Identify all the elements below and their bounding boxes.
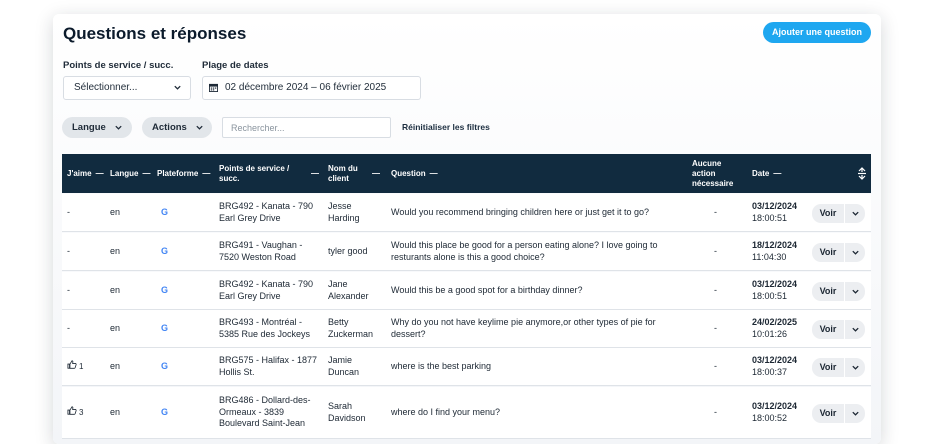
col-question-sort: —: [429, 168, 438, 178]
col-plateforme-label: Plateforme: [157, 168, 199, 178]
time-value: 10:01:26: [752, 328, 788, 339]
likes-count: 3: [79, 407, 84, 417]
date-value: 03/12/2024: [752, 401, 798, 411]
action-cell: -: [714, 206, 717, 217]
langue-cell: en: [110, 322, 121, 333]
chevron-down-icon: [114, 122, 123, 133]
row-menu-button[interactable]: [845, 404, 865, 423]
langue-cell: en: [110, 406, 121, 417]
likes-cell: [67, 387, 83, 438]
likes-cell: [67, 194, 70, 231]
service-select[interactable]: [63, 76, 191, 100]
langue-cell: en: [110, 284, 121, 295]
service-filter-label: Points de service / succ.: [63, 60, 174, 71]
likes-value: -: [67, 206, 70, 217]
sort-icon[interactable]: [857, 167, 867, 180]
date-value: 18/12/2024: [752, 240, 798, 250]
time-value: 11:04:30: [752, 251, 787, 262]
chevron-down-icon: [173, 77, 182, 99]
add-question-button[interactable]: Ajouter une question: [763, 22, 871, 43]
chevron-down-icon: [851, 325, 860, 334]
col-date-sort: —: [773, 168, 782, 178]
action-cell: -: [714, 360, 717, 371]
client-cell: Sarah Davidson: [328, 401, 366, 423]
col-action[interactable]: [692, 154, 742, 193]
col-likes-label: J'aime: [67, 168, 92, 178]
col-service-sort: —: [311, 168, 319, 178]
time-value: 18:00:51: [752, 212, 788, 223]
reset-filters-link[interactable]: Réinitialiser les filtres: [402, 122, 490, 132]
platform-cell: [161, 233, 168, 270]
likes-value: [67, 406, 83, 419]
langue-cell: en: [110, 206, 121, 217]
col-langue-label: Langue: [110, 168, 139, 178]
date-cell: [752, 272, 797, 309]
service-cell: BRG492 - Kanata - 790 Earl Grey Drive: [219, 279, 314, 301]
google-icon: G: [161, 206, 169, 217]
col-service[interactable]: [219, 154, 319, 193]
langue-cell: en: [110, 360, 121, 371]
service-cell: BRG491 - Vaughan - 7520 Weston Road: [219, 240, 303, 262]
service-cell: BRG486 - Dollard-des-Ormeaux - 3839 Boulevard Saint-Jean: [219, 395, 311, 429]
thumbs-up-icon: [67, 406, 77, 419]
date-cell: [752, 310, 797, 347]
voir-button[interactable]: Voir: [812, 320, 844, 339]
chevron-down-icon: [851, 409, 860, 418]
qa-panel: [53, 14, 881, 444]
row-menu-button[interactable]: [845, 358, 865, 377]
client-cell: Jane Alexander: [328, 279, 369, 301]
voir-button[interactable]: Voir: [812, 282, 844, 301]
date-cell: [752, 233, 797, 270]
date-cell: [752, 194, 797, 231]
time-value: 18:00:37: [752, 366, 788, 377]
col-service-label: Points de service / succ.: [219, 163, 290, 183]
question-cell: where do I find your menu?: [391, 406, 501, 417]
thumbs-up-icon: [67, 360, 77, 373]
date-value: 03/12/2024: [752, 355, 798, 365]
chevron-down-icon: [195, 122, 204, 133]
time-value: 18:00:51: [752, 290, 788, 301]
action-cell: -: [714, 245, 717, 256]
dates-filter-label: Plage de dates: [202, 60, 269, 71]
google-icon: G: [161, 406, 169, 417]
action-cell: -: [714, 322, 717, 333]
langue-filter-button[interactable]: [62, 117, 132, 138]
calendar-icon: [209, 83, 218, 92]
date-range-value: 02 décembre 2024 – 06 février 2025: [225, 82, 387, 93]
col-client[interactable]: [328, 154, 380, 193]
question-cell: Why do you not have keylime pie anymore,or other types of pie for dessert?: [391, 317, 656, 339]
col-date-label: Date: [752, 168, 770, 178]
client-cell: Jesse Harding: [328, 201, 360, 223]
platform-cell: [161, 194, 168, 231]
col-date[interactable]: [752, 154, 781, 193]
date-value: 24/02/2025: [752, 317, 798, 327]
langue-cell: en: [110, 245, 121, 256]
client-cell: tyler good: [328, 245, 368, 256]
platform-cell: [161, 272, 168, 309]
google-icon: G: [161, 245, 169, 256]
date-value: 03/12/2024: [752, 201, 798, 211]
col-question-label: Question: [391, 168, 426, 178]
voir-button[interactable]: Voir: [812, 358, 844, 377]
row-menu-button[interactable]: [845, 282, 865, 301]
row-menu-button[interactable]: [845, 243, 865, 262]
col-langue[interactable]: [110, 154, 150, 193]
col-likes-sort: —: [95, 168, 104, 178]
service-select-value: Sélectionner...: [74, 82, 138, 93]
voir-button[interactable]: Voir: [812, 204, 844, 223]
page-title: Questions et réponses: [63, 24, 247, 43]
table-row[interactable]: [62, 272, 871, 310]
chevron-down-icon: [851, 287, 860, 296]
date-cell: [752, 387, 797, 438]
col-plateforme[interactable]: [157, 154, 210, 193]
date-cell: [752, 348, 797, 385]
table-row[interactable]: [62, 233, 871, 271]
table-row[interactable]: [62, 310, 871, 348]
platform-cell: [161, 387, 168, 438]
col-question[interactable]: [391, 154, 438, 193]
search-input[interactable]: [222, 117, 391, 138]
platform-cell: [161, 348, 168, 385]
likes-cell: [67, 233, 70, 270]
likes-cell: [67, 310, 70, 347]
google-icon: G: [161, 284, 169, 295]
action-cell: -: [714, 406, 717, 417]
table-row[interactable]: [62, 194, 871, 232]
chevron-down-icon: [851, 209, 860, 218]
likes-value: [67, 360, 83, 373]
action-cell: -: [714, 284, 717, 295]
voir-button[interactable]: Voir: [812, 243, 844, 262]
time-value: 18:00:52: [752, 412, 788, 423]
table-row[interactable]: [62, 348, 871, 386]
client-cell: Jamie Duncan: [328, 355, 360, 377]
question-cell: Would this place be good for a person eating alone? I love going to resturants alone is this a good choice?: [391, 240, 658, 262]
service-cell: BRG575 - Halifax - 1877 Hollis St.: [219, 355, 318, 377]
table-row[interactable]: [62, 387, 871, 439]
question-cell: where is the best parking: [391, 360, 492, 371]
service-cell: BRG492 - Kanata - 790 Earl Grey Drive: [219, 201, 314, 223]
service-cell: BRG493 - Montréal - 5385 Rue des Jockeys: [219, 317, 311, 339]
voir-button[interactable]: Voir: [812, 404, 844, 423]
col-client-label: Nom du client: [328, 163, 358, 183]
platform-cell: [161, 310, 168, 347]
actions-filter-label: Actions: [152, 122, 187, 133]
col-client-sort: —: [372, 168, 380, 178]
likes-value: -: [67, 284, 70, 295]
date-range-picker[interactable]: [202, 76, 421, 100]
col-plateforme-sort: —: [202, 168, 211, 178]
row-menu-button[interactable]: [845, 204, 865, 223]
google-icon: G: [161, 360, 169, 371]
likes-cell: [67, 272, 70, 309]
likes-cell: [67, 348, 83, 385]
col-likes[interactable]: [67, 154, 104, 193]
likes-value: -: [67, 322, 70, 333]
question-cell: Would this be a good spot for a birthday dinner?: [391, 284, 583, 295]
date-value: 03/12/2024: [752, 279, 798, 289]
table-header: [62, 154, 871, 193]
chevron-down-icon: [851, 248, 860, 257]
client-cell: Betty Zuckerman: [328, 317, 374, 339]
google-icon: G: [161, 322, 169, 333]
likes-value: -: [67, 245, 70, 256]
col-langue-sort: —: [142, 168, 151, 178]
col-action-label: Aucune action nécessaire: [692, 158, 734, 188]
langue-filter-label: Langue: [72, 122, 106, 133]
actions-filter-button[interactable]: [142, 117, 212, 138]
row-menu-button[interactable]: [845, 320, 865, 339]
question-cell: Would you recommend bringing children here or just get it to go?: [391, 206, 649, 217]
likes-count: 1: [79, 361, 84, 371]
chevron-down-icon: [851, 363, 860, 372]
